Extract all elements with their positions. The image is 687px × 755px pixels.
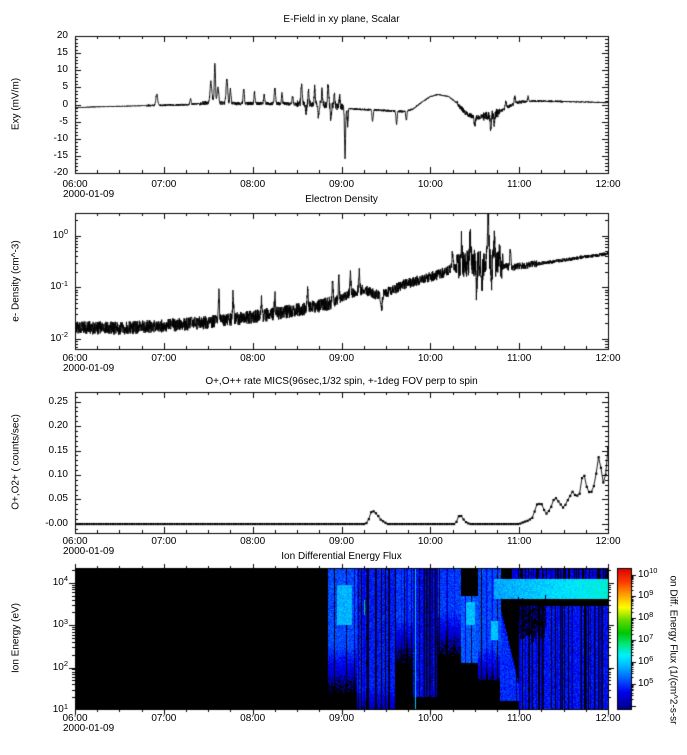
date-label: 2000-01-09 [63, 723, 115, 734]
x-tick-label: 07:00 [151, 713, 177, 724]
colorbar-tick-label: $10^{10}$ [638, 566, 658, 580]
panel-efield-ylabel: Exy (mV/m) [10, 77, 22, 131]
y-tick-label: 0.15 [48, 444, 68, 456]
x-tick-label: 07:00 [151, 353, 177, 364]
x-tick-label: 06:00 [62, 179, 88, 190]
x-tick-label: 09:00 [328, 179, 355, 190]
y-tick-label: $10^{-2}$ [50, 330, 68, 344]
x-tick-label: 08:00 [240, 713, 266, 724]
y-tick-label: 0.10 [48, 469, 68, 481]
y-tick-label: -20 [53, 167, 68, 178]
panel-electron-density-title: Electron Density [305, 194, 378, 205]
x-tick-label: 06:00 [62, 536, 88, 547]
y-tick-label: 0.05 [48, 493, 68, 505]
panel-oplus-rate-ylabel: O+,O2+ ( counts/sec) [10, 414, 22, 510]
date-label: 2000-01-09 [63, 546, 115, 557]
y-tick-label: $10^0$ [52, 227, 68, 241]
x-tick-label: 12:00 [595, 179, 621, 190]
colorbar-tick-label: $10^5$ [638, 675, 654, 689]
x-tick-label: 10:00 [417, 536, 443, 547]
x-tick-label: 10:00 [417, 713, 443, 724]
y-tick-label: -10 [53, 132, 68, 144]
y-tick-label: $10^{-1}$ [50, 278, 68, 293]
x-tick-label: 06:00 [62, 353, 88, 364]
x-tick-label: 09:00 [328, 713, 355, 724]
x-tick-label: 09:00 [328, 353, 355, 364]
y-tick-label: 20 [56, 30, 68, 41]
x-tick-label: 11:00 [507, 536, 532, 547]
x-tick-label: 07:00 [151, 179, 177, 190]
panel-oplus-rate-title: O+,O++ rate MICS(96sec,1/32 spin, +-1deg FOV perp to spin [205, 376, 478, 387]
x-tick-label: 08:00 [240, 353, 266, 364]
y-tick-label: -5 [59, 115, 68, 127]
x-tick-label: 11:00 [507, 179, 532, 190]
colorbar-tick-label: $10^7$ [638, 631, 654, 646]
panel-electron-density-ylabel: e- Density (cm^-3) [10, 240, 22, 322]
x-tick-label: 10:00 [417, 353, 443, 364]
y-tick-label: $10^4$ [52, 574, 68, 588]
colorbar-tick-label: $10^6$ [638, 653, 654, 667]
y-tick-label: 0.20 [48, 420, 68, 432]
x-tick-label: 12:00 [595, 713, 621, 724]
x-tick-label: 07:00 [151, 536, 177, 547]
x-tick-label: 06:00 [62, 713, 88, 724]
y-tick-label: -15 [53, 149, 68, 161]
x-tick-label: 09:00 [328, 536, 355, 547]
y-tick-label: 10 [56, 64, 68, 76]
x-tick-label: 11:00 [507, 713, 532, 724]
date-label: 2000-01-09 [63, 363, 115, 374]
y-tick-label: $10^3$ [52, 616, 68, 631]
colorbar-tick-label: $10^8$ [638, 609, 654, 624]
y-tick-label: 0 [62, 98, 68, 110]
x-tick-label: 08:00 [240, 536, 266, 547]
date-label: 2000-01-09 [63, 189, 115, 200]
panel-efield-title: E-Field in xy plane, Scalar [283, 14, 400, 25]
y-tick-label: -0.00 [45, 517, 68, 529]
x-tick-label: 12:00 [595, 536, 621, 547]
y-tick-label: 0.25 [48, 395, 68, 407]
x-tick-label: 10:00 [417, 179, 443, 190]
colorbar-tick-label: $10^9$ [638, 588, 654, 602]
panel-ion-flux-ylabel: Ion Energy (eV) [10, 602, 22, 674]
y-tick-label: $10^1$ [52, 701, 68, 715]
x-tick-label: 11:00 [507, 353, 532, 364]
x-tick-label: 12:00 [595, 353, 621, 364]
y-tick-label: 5 [62, 81, 68, 93]
y-tick-label: 15 [56, 47, 68, 59]
x-tick-label: 08:00 [240, 179, 266, 190]
colorbar-label: on Diff. Energy Flux (1/(cm^2-s-sr [667, 575, 679, 725]
y-tick-label: $10^2$ [52, 659, 68, 673]
panel-ion-flux-title: Ion Differential Energy Flux [281, 551, 402, 562]
